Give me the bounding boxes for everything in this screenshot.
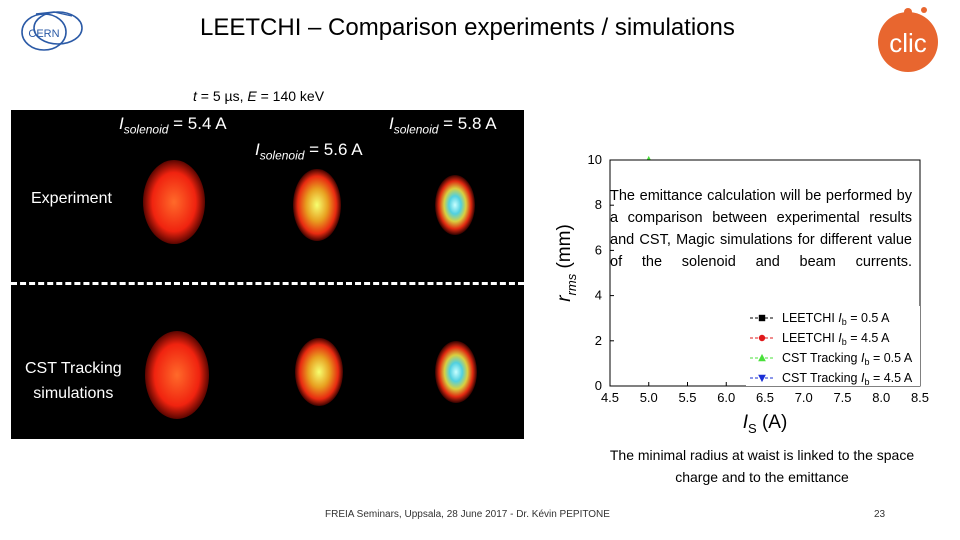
- legend-label-1: LEETCHI $I_b = 4.5$ A: [782, 331, 890, 347]
- beam-spot-exp-5-4: [143, 160, 205, 244]
- row-divider: [11, 282, 524, 285]
- x-tick-label: 6.5: [755, 390, 775, 405]
- y-tick-label: 4: [594, 287, 602, 303]
- x-tick-label: 5.0: [639, 390, 658, 405]
- e-variable: E: [247, 88, 257, 104]
- solenoid-current-label-1: $I_{solenoid} = 5.4$ A: [119, 114, 227, 137]
- x-axis-title: $I_S$ (A): [742, 412, 788, 436]
- e-value: = 140 keV: [256, 88, 325, 104]
- solenoid-current-label-3: $I_{solenoid} = 5.8$ A: [389, 114, 497, 137]
- clic-logo: [872, 6, 944, 74]
- legend-marker-0: [759, 315, 765, 321]
- clic-logo-text: clic: [889, 28, 927, 58]
- x-tick-label: 5.5: [678, 390, 697, 405]
- y-tick-label: 0: [594, 378, 602, 393]
- t-variable: t: [193, 88, 197, 104]
- beam-profile-image: [11, 110, 524, 439]
- chart-caption: The minimal radius at waist is linked to the space charge and to the emittance: [609, 447, 915, 485]
- legend-label-2: CST Tracking $I_b = 0.5$ A: [782, 351, 913, 367]
- beam-spot-cst-5-8: [435, 341, 477, 403]
- experiment-parameters: [193, 88, 324, 104]
- x-tick-label: 7.5: [833, 390, 852, 405]
- y-axis-title: $r_{rms}$ (mm): [554, 224, 579, 302]
- beam-spot-exp-5-6: [293, 169, 341, 241]
- y-tick-label: 10: [587, 152, 602, 167]
- y-tick-label: 6: [594, 242, 602, 258]
- t-value: = 5 µs,: [196, 88, 248, 104]
- beam-spot-cst-5-6: [295, 338, 343, 406]
- cern-logo: [14, 8, 86, 52]
- beam-spot-cst-5-4: [145, 331, 209, 419]
- legend-label-0: LEETCHI $I_b = 0.5$ A: [782, 311, 890, 327]
- y-tick-label: 8: [594, 197, 602, 213]
- overlay-paragraph: The emittance calculation will be performed by a comparison between experimental results and CST, Magic simulations for different value of the solenoid and beam currents.: [610, 188, 912, 270]
- x-tick-label: 8.0: [872, 390, 891, 405]
- row-label-experiment: Experiment: [31, 190, 112, 207]
- x-tick-label: 7.0: [794, 390, 813, 405]
- y-tick-label: 2: [594, 332, 602, 348]
- legend-label-3: CST Tracking $I_b = 4.5$ A: [782, 371, 913, 387]
- page-number: 23: [874, 509, 886, 520]
- beam-spot-exp-5-8: [435, 175, 475, 235]
- cern-logo-text: CERN: [28, 28, 60, 40]
- x-tick-label: 6.0: [717, 390, 736, 405]
- row-label-cst: CST Tracking simulations: [25, 360, 122, 402]
- x-tick-label: 4.5: [600, 390, 620, 405]
- footer-text: FREIA Seminars, Uppsala, 28 June 2017 - Dr. Kévin PEPITONE: [325, 509, 610, 520]
- x-tick-label: 8.5: [910, 390, 930, 405]
- legend-marker-1: [759, 335, 765, 341]
- slide-title: LEETCHI – Comparison experiments / simulations: [200, 14, 735, 41]
- solenoid-current-label-2: $I_{solenoid} = 5.6$ A: [255, 140, 363, 163]
